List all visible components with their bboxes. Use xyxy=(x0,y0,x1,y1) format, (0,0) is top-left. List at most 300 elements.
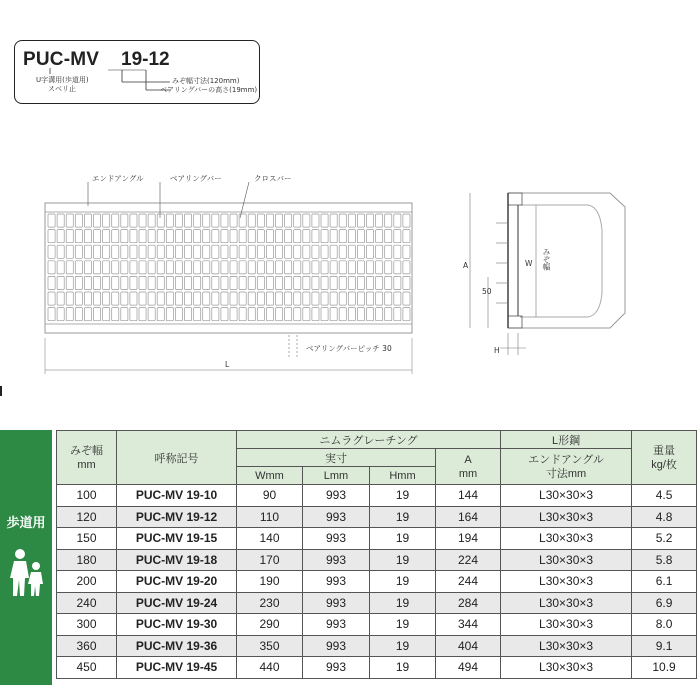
grating-cell xyxy=(103,261,110,274)
grating-cell xyxy=(112,308,119,321)
grating-cell xyxy=(57,230,64,243)
grating-cell xyxy=(248,245,255,258)
grating-cell xyxy=(257,245,264,258)
grating-cell xyxy=(103,308,110,321)
cell-a: 284 xyxy=(436,592,501,614)
grating-cell xyxy=(212,261,219,274)
header-l: Lmm xyxy=(303,467,370,485)
cell-steel: L30×30×3 xyxy=(501,528,632,550)
grating-cell xyxy=(84,214,91,227)
model-code-leaders xyxy=(0,0,700,120)
grating-cell xyxy=(294,276,301,289)
grating-cell xyxy=(148,308,155,321)
grating-cell xyxy=(385,214,392,227)
label-50: 50 xyxy=(482,287,492,296)
cell-l: 993 xyxy=(303,506,370,528)
grating-cell xyxy=(357,276,364,289)
grating-cell xyxy=(166,308,173,321)
grating-cell xyxy=(367,214,374,227)
grating-cell xyxy=(194,230,201,243)
cell-code: PUC-MV 19-15 xyxy=(117,528,237,550)
grating-cell xyxy=(239,276,246,289)
grating-cell xyxy=(157,308,164,321)
grating-cell xyxy=(257,214,264,227)
cell-a: 194 xyxy=(436,528,501,550)
pedestrian-icon xyxy=(6,548,46,598)
cell-l: 993 xyxy=(303,549,370,571)
table-row xyxy=(57,614,697,636)
grating-cell xyxy=(285,308,292,321)
header-grating: ニムラグレーチング xyxy=(237,431,501,449)
grating-cell xyxy=(385,261,392,274)
grating-cell xyxy=(75,245,82,258)
grating-cell xyxy=(139,292,146,305)
cell-width: 120 xyxy=(57,506,117,528)
grating-cell xyxy=(348,292,355,305)
cell-width: 200 xyxy=(57,571,117,593)
grating-cell xyxy=(130,261,137,274)
grating-cell xyxy=(321,230,328,243)
cell-width: 180 xyxy=(57,549,117,571)
table-row xyxy=(57,657,697,679)
grating-cell xyxy=(139,261,146,274)
grating-cell xyxy=(376,276,383,289)
grating-cell xyxy=(339,230,346,243)
cell-h: 19 xyxy=(370,528,436,550)
cell-steel: L30×30×3 xyxy=(501,549,632,571)
grating-cell xyxy=(175,230,182,243)
grating-cell xyxy=(66,261,73,274)
grating-cell xyxy=(257,292,264,305)
grating-cell xyxy=(312,261,319,274)
grating-cell xyxy=(194,292,201,305)
cell-l: 993 xyxy=(303,592,370,614)
grating-cell xyxy=(394,245,401,258)
grating-cell xyxy=(103,245,110,258)
cell-code: PUC-MV 19-36 xyxy=(117,635,237,657)
grating-cell xyxy=(276,214,283,227)
grating-cell xyxy=(367,276,374,289)
grating-cell xyxy=(367,292,374,305)
cell-h: 19 xyxy=(370,485,436,507)
grating-cell xyxy=(230,245,237,258)
grating-cell xyxy=(376,214,383,227)
model-code-main: PUC-MV xyxy=(23,49,100,70)
grating-cell xyxy=(66,245,73,258)
grating-cell xyxy=(66,276,73,289)
grating-cell xyxy=(312,292,319,305)
grating-cell xyxy=(185,261,192,274)
cell-a: 144 xyxy=(436,485,501,507)
grating-cell xyxy=(385,245,392,258)
grating-cell xyxy=(266,261,273,274)
grating-cell xyxy=(385,230,392,243)
grating-cell xyxy=(57,214,64,227)
grating-cell xyxy=(130,292,137,305)
grating-cell xyxy=(139,214,146,227)
grating-cell xyxy=(348,276,355,289)
grating-cell xyxy=(203,276,210,289)
cell-weight: 8.0 xyxy=(632,614,697,636)
grating-cell xyxy=(57,261,64,274)
grating-cell xyxy=(48,230,55,243)
grating-cell xyxy=(248,308,255,321)
cell-l: 993 xyxy=(303,571,370,593)
grating-cell xyxy=(157,292,164,305)
grating-cell xyxy=(348,261,355,274)
grating-cell xyxy=(330,214,337,227)
grating-cell xyxy=(321,292,328,305)
grating-cell xyxy=(294,308,301,321)
grating-cell xyxy=(403,261,410,274)
grating-cell xyxy=(312,308,319,321)
grating-cell xyxy=(239,230,246,243)
grating-cell xyxy=(175,245,182,258)
grating-cell xyxy=(376,292,383,305)
grating-cell xyxy=(257,261,264,274)
grating-cell xyxy=(394,230,401,243)
grating-cell xyxy=(330,261,337,274)
cell-h: 19 xyxy=(370,614,436,636)
grating-cell xyxy=(339,276,346,289)
cell-h: 19 xyxy=(370,571,436,593)
grating-cell xyxy=(166,230,173,243)
cell-w: 170 xyxy=(237,549,303,571)
grating-cell xyxy=(367,308,374,321)
grating-cell xyxy=(157,245,164,258)
grating-cell xyxy=(221,261,228,274)
cell-w: 140 xyxy=(237,528,303,550)
grating-cell xyxy=(84,308,91,321)
grating-cell xyxy=(266,308,273,321)
grating-cell xyxy=(230,261,237,274)
grating-cell xyxy=(57,245,64,258)
grating-cell xyxy=(75,308,82,321)
cell-w: 90 xyxy=(237,485,303,507)
grating-cell xyxy=(266,214,273,227)
grating-cell xyxy=(112,245,119,258)
grating-cell xyxy=(303,276,310,289)
grating-cell xyxy=(239,261,246,274)
grating-cell xyxy=(339,308,346,321)
table-row xyxy=(57,635,697,657)
grating-cell xyxy=(221,245,228,258)
grating-cell xyxy=(221,214,228,227)
grating-cell xyxy=(48,308,55,321)
grating-cell xyxy=(230,292,237,305)
grating-cell xyxy=(57,292,64,305)
cell-code: PUC-MV 19-18 xyxy=(117,549,237,571)
grating-cell xyxy=(330,308,337,321)
grating-cell xyxy=(403,276,410,289)
grating-cell xyxy=(348,230,355,243)
grating-cell xyxy=(239,308,246,321)
grating-cell xyxy=(148,261,155,274)
header-steel: L形鋼 xyxy=(501,431,632,449)
label-cross-bar: クロスバー xyxy=(254,174,292,183)
grating-cell xyxy=(294,292,301,305)
label-H: H xyxy=(494,346,500,355)
grating-cell xyxy=(112,276,119,289)
grating-cell xyxy=(285,261,292,274)
grating-cell xyxy=(394,292,401,305)
cell-steel: L30×30×3 xyxy=(501,506,632,528)
section-drawing xyxy=(460,185,640,365)
header-actual: 実寸 xyxy=(237,449,436,467)
grating-cell xyxy=(248,230,255,243)
header-width: みぞ幅 mm xyxy=(57,431,117,485)
grating-cell xyxy=(139,245,146,258)
cell-weight: 9.1 xyxy=(632,635,697,657)
grating-cell xyxy=(130,245,137,258)
grating-cell xyxy=(276,292,283,305)
cell-w: 440 xyxy=(237,657,303,679)
grating-cell xyxy=(166,276,173,289)
grating-cell xyxy=(148,245,155,258)
grating-cell xyxy=(66,214,73,227)
grating-cell xyxy=(303,292,310,305)
grating-cell xyxy=(394,276,401,289)
grating-cell xyxy=(357,214,364,227)
grating-cell xyxy=(348,308,355,321)
label-bearing-bar: ベアリングバー xyxy=(170,174,222,183)
grating-cell xyxy=(212,245,219,258)
grating-cell xyxy=(121,214,128,227)
grating-cell xyxy=(321,308,328,321)
grating-cell xyxy=(357,292,364,305)
grating-cell xyxy=(166,261,173,274)
grating-cell xyxy=(130,230,137,243)
cell-width: 300 xyxy=(57,614,117,636)
grating-cell xyxy=(194,214,201,227)
cell-weight: 5.2 xyxy=(632,528,697,550)
grating-cell xyxy=(175,214,182,227)
grating-cell xyxy=(385,308,392,321)
grating-cell xyxy=(303,230,310,243)
grating-cell xyxy=(103,230,110,243)
grating-cell xyxy=(130,276,137,289)
grating-cell xyxy=(257,276,264,289)
grating-cell xyxy=(339,261,346,274)
cell-h: 19 xyxy=(370,506,436,528)
grating-cell xyxy=(175,276,182,289)
grating-cell xyxy=(312,245,319,258)
cell-w: 350 xyxy=(237,635,303,657)
grating-cell xyxy=(266,245,273,258)
grating-cell xyxy=(266,276,273,289)
grating-cell xyxy=(84,292,91,305)
grating-cell xyxy=(357,245,364,258)
label-mizohaba: みぞ幅 xyxy=(542,248,551,271)
grating-cell xyxy=(221,308,228,321)
grating-cell xyxy=(294,245,301,258)
grating-cell xyxy=(212,230,219,243)
grating-cell xyxy=(48,214,55,227)
grating-cell xyxy=(203,308,210,321)
grating-cell xyxy=(130,308,137,321)
cell-steel: L30×30×3 xyxy=(501,485,632,507)
grating-cell xyxy=(285,214,292,227)
grating-cell xyxy=(130,214,137,227)
header-weight: 重量 kg/枚 xyxy=(632,431,697,485)
grating-cell xyxy=(357,308,364,321)
grating-cell xyxy=(239,245,246,258)
side-label: 歩道用 xyxy=(6,516,46,531)
cell-w: 190 xyxy=(237,571,303,593)
grating-cell xyxy=(212,214,219,227)
grating-cell xyxy=(203,261,210,274)
grating-cell xyxy=(166,292,173,305)
grating-cell xyxy=(221,292,228,305)
cell-weight: 6.9 xyxy=(632,592,697,614)
cell-h: 19 xyxy=(370,657,436,679)
grating-cell xyxy=(194,308,201,321)
grating-cell xyxy=(112,292,119,305)
grating-cell xyxy=(285,276,292,289)
model-note-antislip: スベリ止 xyxy=(48,85,76,93)
grating-cell xyxy=(166,245,173,258)
cell-weight: 10.9 xyxy=(632,657,697,679)
grating-cell xyxy=(330,276,337,289)
grating-cell xyxy=(230,276,237,289)
grating-cell xyxy=(303,261,310,274)
grating-cell xyxy=(257,308,264,321)
cell-a: 244 xyxy=(436,571,501,593)
cell-l: 993 xyxy=(303,485,370,507)
grating-cell xyxy=(112,214,119,227)
grating-cell xyxy=(84,276,91,289)
grating-cell xyxy=(121,276,128,289)
grating-cell xyxy=(94,214,101,227)
grating-cell xyxy=(257,230,264,243)
grating-cell xyxy=(185,214,192,227)
model-note-width: みぞ幅寸法(120mm) xyxy=(172,77,240,85)
cell-l: 993 xyxy=(303,614,370,636)
grating-cell xyxy=(194,276,201,289)
grating-cell xyxy=(321,214,328,227)
grating-cell xyxy=(121,230,128,243)
cell-width: 100 xyxy=(57,485,117,507)
grating-cell xyxy=(312,230,319,243)
cell-code: PUC-MV 19-30 xyxy=(117,614,237,636)
cell-code: PUC-MV 19-10 xyxy=(117,485,237,507)
table-row xyxy=(57,592,697,614)
label-end-angle: エンドアングル xyxy=(92,174,144,183)
cell-l: 993 xyxy=(303,657,370,679)
cell-code: PUC-MV 19-12 xyxy=(117,506,237,528)
cell-w: 110 xyxy=(237,506,303,528)
grating-cell xyxy=(194,245,201,258)
cell-width: 240 xyxy=(57,592,117,614)
grating-cell xyxy=(221,230,228,243)
table-row xyxy=(57,485,697,507)
grating-cell xyxy=(66,230,73,243)
model-note-height: ベアリングバーの高さ(19mm) xyxy=(160,86,258,94)
grating-cell xyxy=(75,292,82,305)
grating-cell xyxy=(330,245,337,258)
header-code: 呼称記号 xyxy=(117,431,237,485)
grating-cell xyxy=(385,292,392,305)
grating-cell xyxy=(403,292,410,305)
grating-cell xyxy=(157,261,164,274)
grating-cell xyxy=(203,214,210,227)
grating-cell xyxy=(385,276,392,289)
grating-cell xyxy=(121,245,128,258)
cell-h: 19 xyxy=(370,592,436,614)
grating-cell xyxy=(285,245,292,258)
cell-a: 224 xyxy=(436,549,501,571)
grating-cell xyxy=(121,292,128,305)
cell-weight: 5.8 xyxy=(632,549,697,571)
grating-cell xyxy=(312,214,319,227)
grating-cell xyxy=(294,230,301,243)
grating-cell xyxy=(75,214,82,227)
grating-cell xyxy=(403,230,410,243)
grating-cell xyxy=(303,245,310,258)
grating-cell xyxy=(367,245,374,258)
grating-cell xyxy=(75,276,82,289)
grating-cell xyxy=(175,292,182,305)
grating-cell xyxy=(230,214,237,227)
grating-cell xyxy=(75,261,82,274)
grating-cell xyxy=(357,230,364,243)
grating-cell xyxy=(66,308,73,321)
grating-cell xyxy=(348,214,355,227)
label-A: A xyxy=(463,261,469,270)
grating-cell xyxy=(94,230,101,243)
header-endangle: エンドアングル 寸法mm xyxy=(501,449,632,485)
grating-cell xyxy=(203,292,210,305)
grating-cell xyxy=(376,308,383,321)
cell-weight: 4.8 xyxy=(632,506,697,528)
cell-width: 450 xyxy=(57,657,117,679)
grating-cell xyxy=(48,261,55,274)
cell-code: PUC-MV 19-20 xyxy=(117,571,237,593)
grating-cell xyxy=(48,276,55,289)
grating-cell xyxy=(139,276,146,289)
grating-cell xyxy=(166,214,173,227)
header-w: Wmm xyxy=(237,467,303,485)
grating-cell xyxy=(403,245,410,258)
grating-cell xyxy=(394,261,401,274)
grating-cell xyxy=(48,245,55,258)
table-row xyxy=(57,506,697,528)
grating-cell xyxy=(175,308,182,321)
grating-cell xyxy=(403,308,410,321)
grating-cell xyxy=(148,276,155,289)
cell-steel: L30×30×3 xyxy=(501,657,632,679)
grating-cell xyxy=(285,292,292,305)
grating-cell xyxy=(294,261,301,274)
grating-cell xyxy=(239,214,246,227)
cell-a: 344 xyxy=(436,614,501,636)
grating-cell xyxy=(303,308,310,321)
grating-cell xyxy=(330,292,337,305)
grating-cell xyxy=(185,230,192,243)
cell-h: 19 xyxy=(370,549,436,571)
grating-cell xyxy=(239,292,246,305)
grating-cell xyxy=(321,261,328,274)
grating-cell xyxy=(203,230,210,243)
grating-cell xyxy=(48,292,55,305)
grating-cell xyxy=(248,292,255,305)
grating-cell xyxy=(139,230,146,243)
grating-cell xyxy=(94,308,101,321)
grating-cell xyxy=(57,308,64,321)
grating-cell xyxy=(203,245,210,258)
grating-cell xyxy=(248,214,255,227)
grating-cell xyxy=(376,230,383,243)
